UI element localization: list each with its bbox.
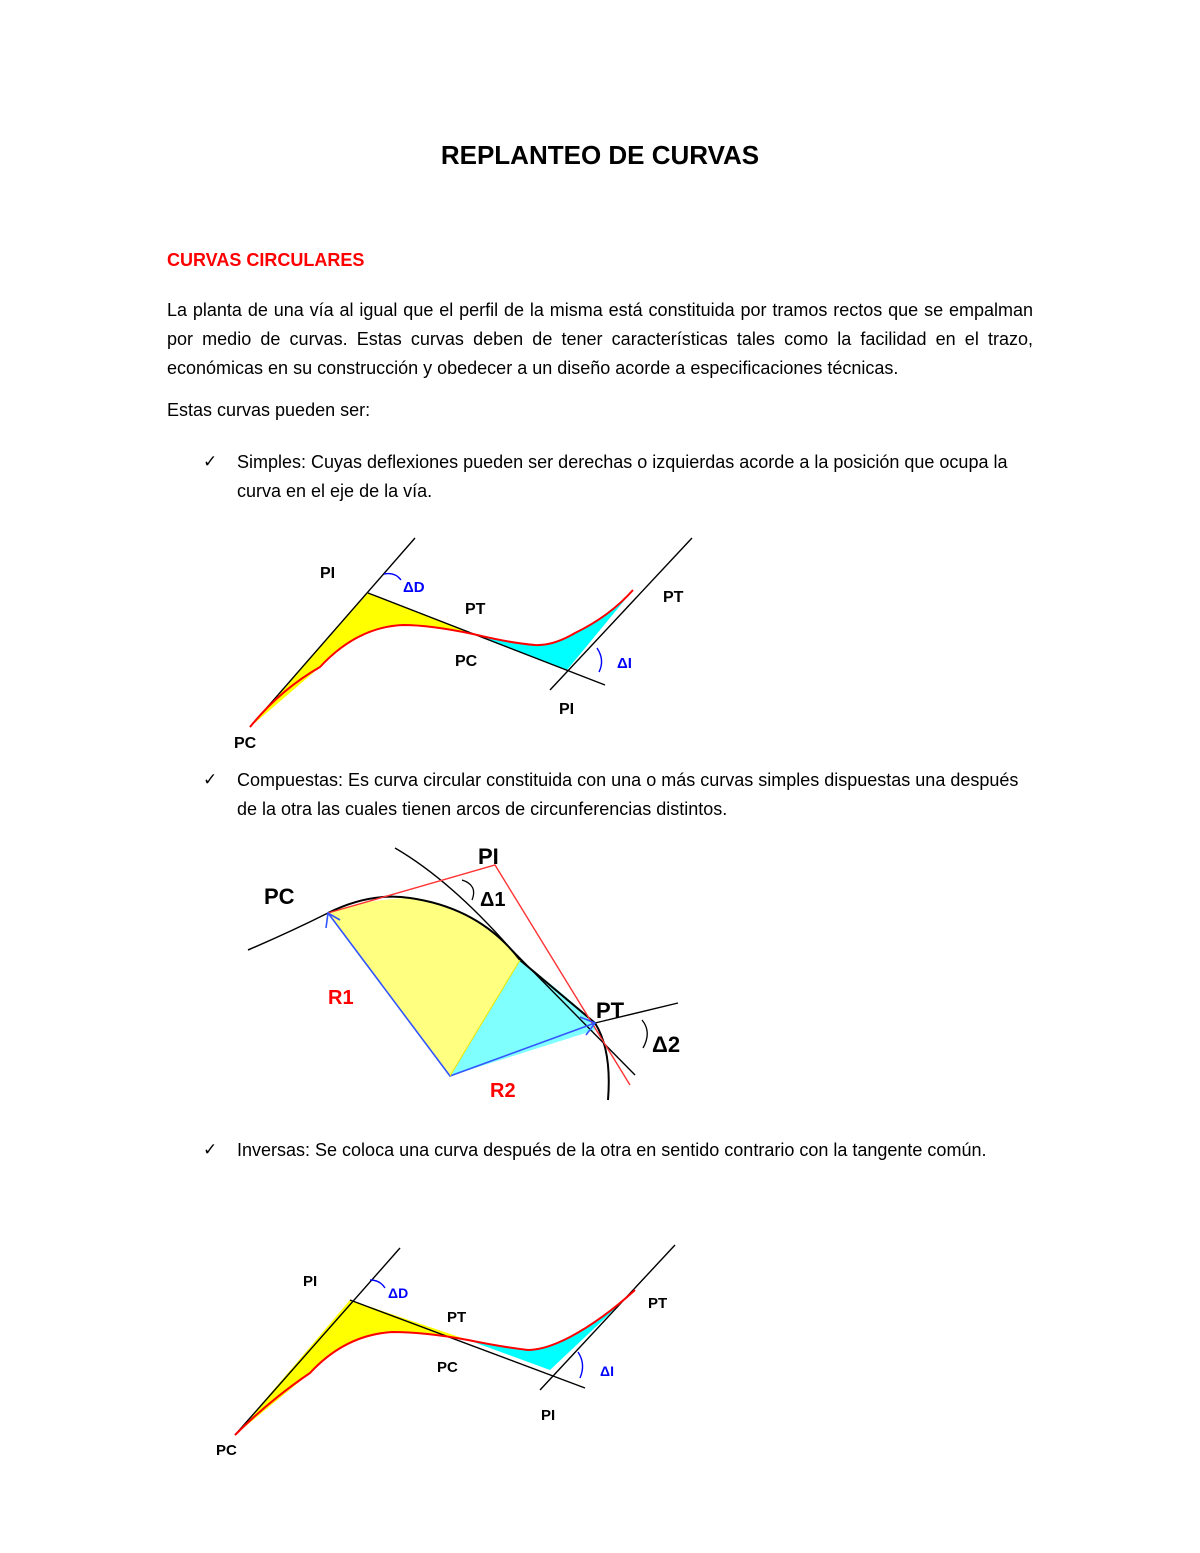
label-pt: PT	[663, 589, 684, 606]
checkmark-icon: ✓	[203, 1140, 218, 1160]
lead-in-text: Estas curvas pueden ser:	[167, 400, 371, 420]
label-delta-2: Δ2	[652, 1032, 681, 1057]
label-pi: PI	[478, 844, 499, 869]
list-item-text: Compuestas: Es curva circular constituida con una o más curvas simples dispuestas una después de la otra las cuales tienen arcos de circunferencias distintos.	[237, 770, 1019, 819]
checkmark-icon: ✓	[203, 770, 218, 790]
label-pi: PI	[303, 1273, 318, 1290]
label-pt: PT	[447, 1309, 467, 1326]
label-pc: PC	[234, 735, 257, 752]
label-pt: PT	[465, 601, 486, 618]
label-pc: PC	[264, 884, 295, 909]
section-heading: CURVAS CIRCULARES	[167, 250, 365, 270]
label-delta-1: Δ1	[480, 889, 506, 911]
label-r2: R2	[490, 1080, 516, 1102]
list-item-inversas	[203, 1136, 1043, 1165]
figure-simple-curves	[225, 530, 705, 755]
label-pi: PI	[320, 565, 336, 582]
list-item-text: Inversas: Se coloca una curva después de la otra en sentido contrario con la tangente común.	[237, 1140, 987, 1160]
label-pt: PT	[648, 1295, 668, 1312]
list-item-text: Simples: Cuyas deflexiones pueden ser derechas o izquierdas acorde a la posición que ocupa la curva en el eje de la vía.	[237, 452, 1008, 501]
label-delta-i: ΔI	[617, 655, 632, 672]
checkmark-icon: ✓	[203, 452, 218, 472]
figure-reverse-curves	[210, 1240, 690, 1470]
label-pi: PI	[559, 701, 575, 718]
label-pc: PC	[455, 653, 478, 670]
list-item-simples	[203, 448, 1043, 506]
label-pc: PC	[216, 1442, 237, 1459]
label-delta-i: ΔI	[600, 1363, 614, 1379]
label-delta-d: ΔD	[388, 1285, 409, 1301]
document-title: REPLANTEO DE CURVAS	[440, 140, 760, 170]
figure-compound-curves	[240, 840, 690, 1105]
label-r1: R1	[328, 987, 354, 1009]
label-delta-d: ΔD	[403, 579, 425, 596]
list-item-compuestas	[203, 766, 1043, 824]
label-pt: PT	[596, 998, 625, 1023]
label-pi: PI	[541, 1407, 556, 1424]
label-pc: PC	[437, 1359, 458, 1376]
intro-paragraph: La planta de una vía al igual que el perfil de la misma está constituida por tramos rectos que se empalman por medio de curvas. Estas curvas deben de tener características tales como la facilidad en el trazo, económicas en su construcción y obedecer a un diseño acorde a especificaciones técnicas.	[167, 300, 1033, 378]
